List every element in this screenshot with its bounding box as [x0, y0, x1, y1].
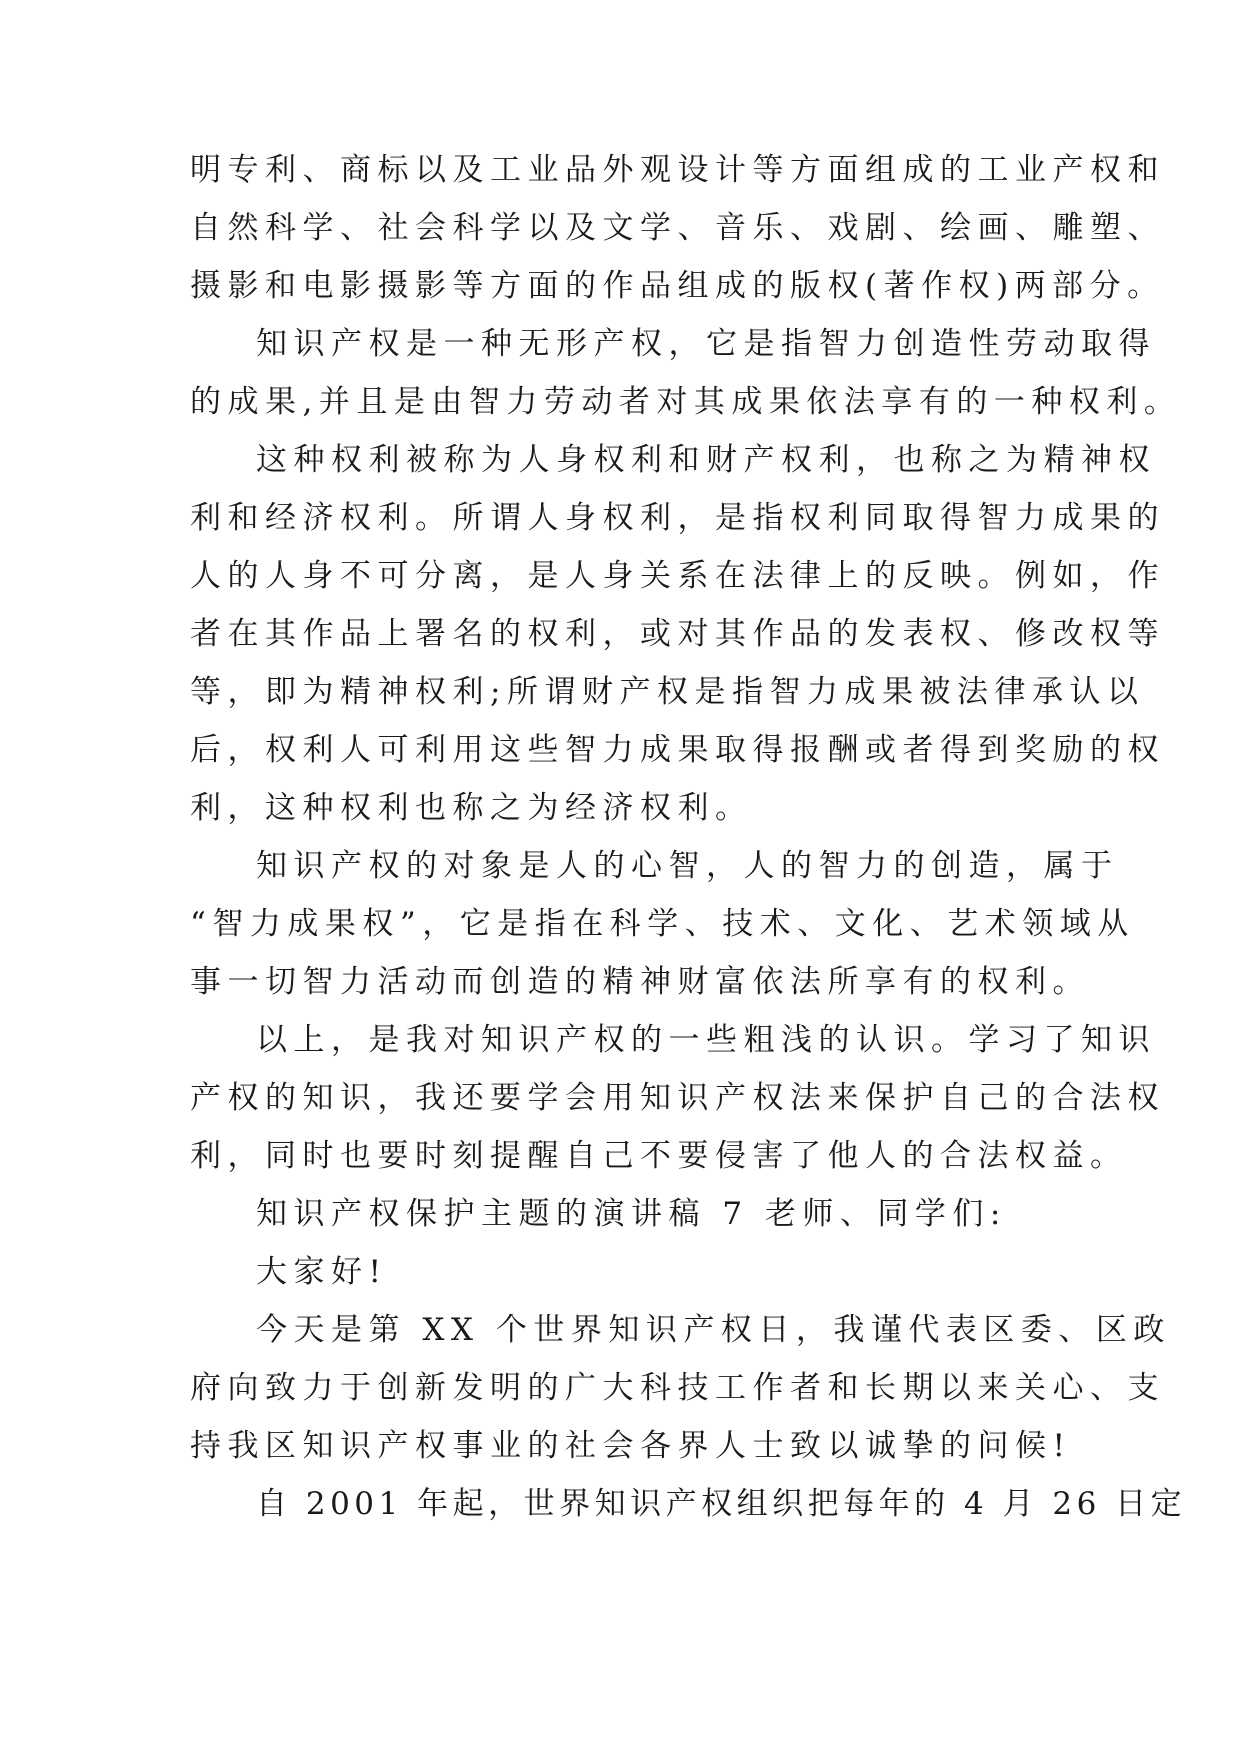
text-line: 利，同时也要时刻提醒自己不要侵害了他人的合法权益。	[190, 1138, 1128, 1174]
text-line: 以上，是我对知识产权的一些粗浅的认识。学习了知识	[256, 1022, 1156, 1058]
text-line: 等，即为精神权利;所谓财产权是指智力成果被法律承认以	[190, 674, 1145, 710]
text-line: 知识产权是一种无形产权，它是指智力创造性劳动取得	[256, 326, 1156, 362]
text-line: 后，权利人可利用这些智力成果取得报酬或者得到奖励的权	[190, 732, 1165, 768]
text-line: 今天是第 XX 个世界知识产权日，我谨代表区委、区政	[256, 1312, 1171, 1348]
text-line: 利，这种权利也称之为经济权利。	[190, 790, 753, 826]
text-line: 持我区知识产权事业的社会各界人士致以诚挚的问候!	[190, 1428, 1072, 1464]
text-line: 自然科学、社会科学以及文学、音乐、戏剧、绘画、雕塑、	[190, 210, 1165, 246]
text-line: 者在其作品上署名的权利，或对其作品的发表权、修改权等	[190, 616, 1165, 652]
text-line: 大家好!	[256, 1254, 388, 1290]
text-line: 摄影和电影摄影等方面的作品组成的版权(著作权)两部分。	[190, 268, 1165, 304]
text-line: 自 2001 年起，世界知识产权组织把每年的 4 月 26 日定	[256, 1486, 1187, 1522]
text-line: 产权的知识，我还要学会用知识产权法来保护自己的合法权	[190, 1080, 1165, 1116]
text-line: “智力成果权”，它是指在科学、技术、文化、艺术领域从	[190, 906, 1135, 942]
text-line: 利和经济权利。所谓人身权利，是指权利同取得智力成果的	[190, 500, 1165, 536]
text-line: 知识产权保护主题的演讲稿 7 老师、同学们:	[256, 1196, 1007, 1232]
text-line: 事一切智力活动而创造的精神财富依法所享有的权利。	[190, 964, 1090, 1000]
text-line: 明专利、商标以及工业品外观设计等方面组成的工业产权和	[190, 152, 1165, 188]
text-line: 人的人身不可分离，是人身关系在法律上的反映。例如，作	[190, 558, 1165, 594]
text-line: 的成果,并且是由智力劳动者对其成果依法享有的一种权利。	[190, 384, 1182, 420]
text-line: 知识产权的对象是人的心智，人的智力的创造，属于	[256, 848, 1119, 884]
text-line: 府向致力于创新发明的广大科技工作者和长期以来关心、支	[190, 1370, 1165, 1406]
text-line: 这种权利被称为人身权利和财产权利，也称之为精神权	[256, 442, 1156, 478]
